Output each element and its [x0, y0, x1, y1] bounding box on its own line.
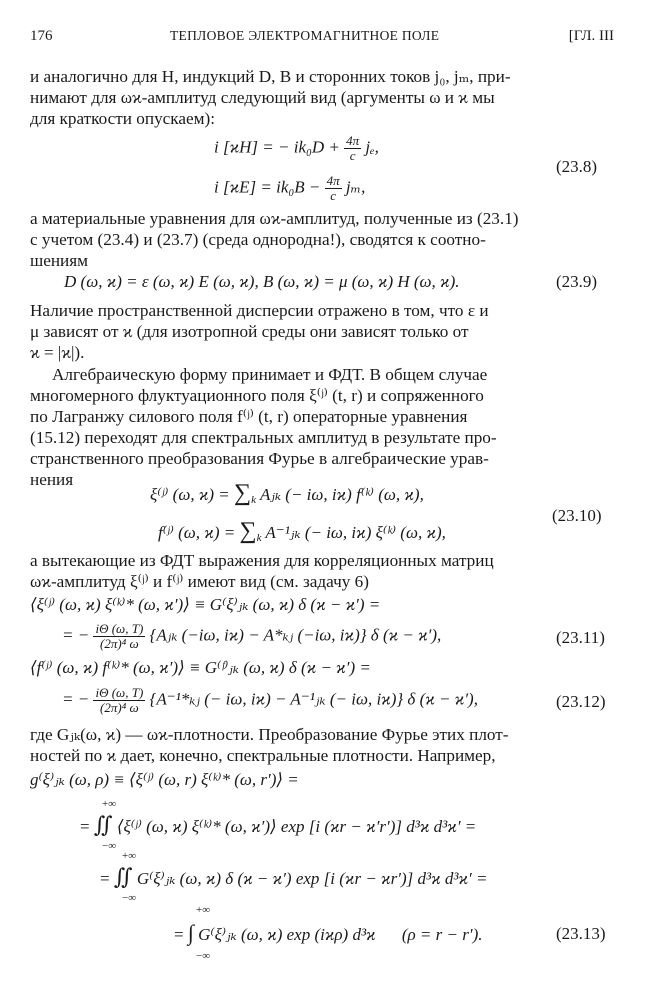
paragraph-5: [30, 550, 494, 592]
text-line: а вытекающие из ФДТ выражения для корреляционных матриц: [30, 551, 494, 570]
paragraph-1: [30, 66, 511, 129]
text-line: а материальные уравнения для ωϰ-амплитуд, полученные из (23.1): [30, 209, 519, 228]
fraction: $\frac{4\pi}{c}$: [346, 133, 360, 163]
sum-symbol: ∑: [234, 480, 252, 506]
equation-number: (23.11): [556, 628, 605, 647]
equation-23-12-line-1: ⟨f⁽ʲ⁾ (ω, ϰ) f⁽ᵏ⁾* (ω, ϰ′)⟩ ≡ G⁽ᶠ⁾ⱼₖ (ω, ϰ) δ (ϰ − ϰ′) =: [30, 658, 371, 677]
text-line: шениям: [30, 251, 89, 270]
text-line: по Лагранжу силового поля f⁽ʲ⁾ (t, r) операторные уравнения: [30, 407, 468, 426]
equation-23-13-line-2: = ∬ ⟨ξ⁽ʲ⁾ (ω, ϰ) ξ⁽ᵏ⁾* (ω, ϰ′)⟩ exp [i (ϰr − ϰ′r′)] d³ϰ d³ϰ′ =: [80, 812, 477, 837]
equation-23-13-line-3: = ∬ G⁽ξ⁾ⱼₖ (ω, ϰ) δ (ϰ − ϰ′) exp [i (ϰr − ϰr′)] d³ϰ d³ϰ′ =: [100, 864, 488, 889]
fraction: $\frac{i\Theta (\omega, T)}{\text{(2π)⁴ ω}}$: [95, 685, 144, 715]
text-line: нения: [30, 470, 74, 489]
equation-23-11-line-2: = − $\frac{i\Theta (\omega, T)}{\text{(2π)⁴ ω}}$ {Aⱼₖ (−iω, iϰ) − A*ₖⱼ (−iω, iϰ)} δ (ϰ − ϰ′),: [62, 621, 442, 651]
equation-number: (23.10): [552, 506, 602, 525]
text-line: ностей по ϰ дает, конечно, спектральные плотности. Например,: [30, 746, 496, 765]
fraction: $\frac{i\Theta (\omega, T)}{\text{(2π)⁴ ω}}$: [95, 621, 144, 651]
equation-23-10-line-2: f⁽ʲ⁾ (ω, $ϰ) = \sum_k$ A⁻¹ⱼₖ (− iω, iϰ) ξ⁽ᵏ⁾ (ω, ϰ),: [158, 518, 446, 544]
equation-23-13-line-1: g⁽ξ⁾ⱼₖ (ω, ρ) ≡ ⟨ξ⁽ʲ⁾ (ω, r) ξ⁽ᵏ⁾* (ω, r′)⟩ =: [30, 770, 299, 789]
equation-number: (23.13): [556, 924, 606, 943]
text-line: ϰ = |ϰ|).: [30, 343, 85, 362]
upper-limit: +∞: [102, 798, 117, 810]
paragraph-3: [30, 300, 489, 363]
equation-number: (23.8): [556, 157, 598, 176]
sum-symbol: ∑: [239, 518, 257, 544]
page-header: [30, 28, 614, 50]
chapter-label: [ГЛ. III: [568, 28, 614, 44]
text-line: где Gⱼₖ(ω, ϰ) — ωϰ-плотности. Преобразование Фурье этих плот-: [30, 725, 509, 744]
equation-number: (23.9): [556, 272, 598, 291]
text-line: нимают для ωϰ-амплитуд следующий вид (аргументы ω и ϰ мы: [30, 88, 495, 107]
lower-limit: −∞: [196, 950, 211, 962]
integral-symbol: ∫: [187, 920, 194, 945]
lower-limit: −∞: [122, 892, 137, 904]
double-integral-symbol: ∬: [93, 812, 113, 837]
equation-23-11-line-1: ⟨ξ⁽ʲ⁾ (ω, ϰ) ξ⁽ᵏ⁾* (ω, ϰ′)⟩ ≡ G⁽ξ⁾ⱼₖ (ω, ϰ) δ (ϰ − ϰ′) =: [30, 595, 381, 614]
text-line: для краткости опускаем):: [30, 109, 216, 128]
paragraph-4: [30, 364, 497, 490]
double-integral-symbol: ∬: [113, 864, 133, 889]
page-number: 176: [30, 28, 53, 44]
equation-23-8-line-1: i [ϰH] = − ik₀D + $\frac{4\pi}{c}$ jₑ,: [214, 133, 379, 163]
equation-23-8-line-2: i [ϰE] = ik₀B − $\frac{4\pi}{c}$ jₘ,: [214, 173, 366, 203]
paragraph-2: [30, 208, 519, 271]
text-line: Алгебраическую форму принимает и ФДТ. В общем случае: [52, 365, 488, 384]
text-line: с учетом (23.4) и (23.7) (среда однородна!), сводятся к соотно-: [30, 230, 486, 249]
text-line: (15.12) переходят для спектральных амплитуд в результате про-: [30, 428, 497, 447]
lower-limit: −∞: [102, 840, 117, 852]
text-line: многомерного флуктуационного поля ξ⁽ʲ⁾ (t, r) и сопряженного: [30, 386, 484, 405]
equation-23-13-line-4: = ∫ G⁽ξ⁾ⱼₖ (ω, ϰ) exp (iϰρ) d³ϰ (ρ = r − r′).: [174, 920, 483, 945]
equation-23-12-line-2: = − $\frac{i\Theta (\omega, T)}{\text{(2π)⁴ ω}}$ {A⁻¹*ₖⱼ (− iω, iϰ) − A⁻¹ⱼₖ (− iω, iϰ)} δ (ϰ − ϰ′),: [62, 685, 478, 715]
equation-23-10-line-1: ξ⁽ʲ⁾ (ω, $ϰ) = \sum_k$ Aⱼₖ (− iω, iϰ) f⁽ᵏ⁾ (ω, ϰ),: [150, 480, 424, 506]
text-line: и аналогично для H, индукций D, B и сторонних токов j₀, jₘ, при-: [30, 67, 511, 86]
running-title: ТЕПЛОВОЕ ЭЛЕКТРОМАГНИТНОЕ ПОЛЕ: [170, 28, 440, 43]
text-line: странственного преобразования Фурье в алгебраические урав-: [30, 449, 489, 468]
equation-number: (23.12): [556, 692, 606, 711]
text-line: ωϰ-амплитуд ξ⁽ʲ⁾ и f⁽ʲ⁾ имеют вид (см. задачу 6): [30, 572, 369, 591]
equation-23-9: D (ω, ϰ) = ε (ω, ϰ) E (ω, ϰ), B (ω, ϰ) = μ (ω, ϰ) H (ω, ϰ).: [64, 272, 460, 291]
fraction: $\frac{4\pi}{c}$: [326, 173, 340, 203]
upper-limit: +∞: [196, 904, 211, 916]
upper-limit: +∞: [122, 850, 137, 862]
text-line: Наличие пространственной дисперсии отражено в том, что ε и: [30, 301, 489, 320]
text-line: μ зависят от ϰ (для изотропной среды они зависят только от: [30, 322, 469, 341]
paragraph-6: [30, 724, 509, 766]
